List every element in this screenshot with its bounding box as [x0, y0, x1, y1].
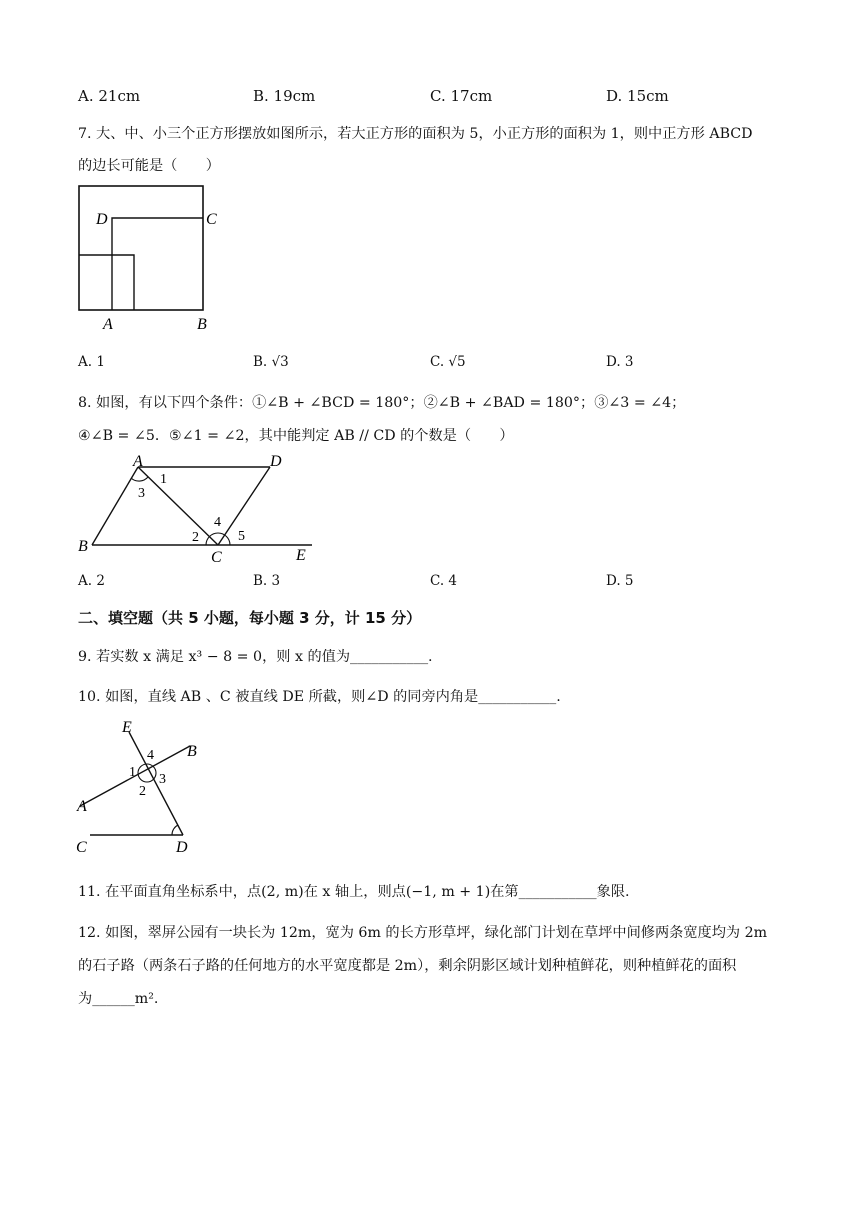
- q10-angle-3: 3: [159, 772, 166, 787]
- q10-label-d: D: [176, 839, 188, 856]
- q7-label-b: B: [197, 316, 207, 333]
- q8-label-a: A: [133, 453, 143, 470]
- q10-angle-2: 2: [139, 784, 146, 799]
- q6-option-a[interactable]: A. 21cm: [78, 87, 141, 105]
- q11-question: 11. 在平面直角坐标系中，点(2, m)在 x 轴上，则点(−1, m + 1)在第___________象限.: [78, 884, 630, 900]
- q6-option-c[interactable]: C. 17cm: [430, 87, 493, 105]
- q12-question-line2: 的石子路（两条石子路的任何地方的水平宽度都是 2m），剩余阴影区域计划种植鲜花，则种植鲜花的面积: [78, 958, 737, 974]
- q8-label-c: C: [211, 549, 222, 566]
- q10-angle-4: 4: [147, 748, 154, 763]
- q10-label-c: C: [76, 839, 87, 856]
- q7-option-a[interactable]: A. 1: [78, 354, 105, 370]
- q8-angle-4: 4: [214, 515, 221, 530]
- q7-option-b[interactable]: B. √3: [253, 354, 289, 370]
- q8-label-b: B: [78, 538, 88, 555]
- q8-question-line1: 8. 如图，有以下四个条件：①∠B + ∠BCD = 180°；②∠B + ∠BAD = 180°；③∠3 = ∠4；: [78, 395, 686, 411]
- q8-label-e: E: [296, 547, 306, 564]
- q10-label-e: E: [122, 719, 132, 736]
- q7-label-c: C: [206, 211, 217, 228]
- q6-option-d[interactable]: D. 15cm: [606, 87, 669, 105]
- q12-question-line1: 12. 如图，翠屏公园有一块长为 12m，宽为 6m 的长方形草坪，绿化部门计划在草坪中间修两条宽度均为 2m: [78, 925, 768, 941]
- q10-label-a: A: [77, 798, 87, 815]
- q8-angle-5: 5: [238, 529, 245, 544]
- q7-label-d: D: [96, 211, 108, 228]
- q8-option-c[interactable]: C. 4: [430, 573, 458, 589]
- q7-label-a: A: [103, 316, 113, 333]
- q8-option-a[interactable]: A. 2: [78, 573, 105, 589]
- q8-angle-3: 3: [138, 486, 145, 501]
- q7-option-c[interactable]: C. √5: [430, 354, 466, 370]
- section-heading-fill-in: 二、填空题（共 5 小题，每小题 3 分，计 15 分）: [78, 609, 422, 627]
- q8-question-line2: ④∠B = ∠5．⑤∠1 = ∠2，其中能判定 AB // CD 的个数是（ ）: [78, 428, 514, 444]
- q10-lines-figure: [72, 714, 222, 859]
- q8-angle-2: 2: [192, 530, 199, 545]
- q9-question: 9. 若实数 x 满足 x³ − 8 = 0，则 x 的值为___________.: [78, 649, 433, 665]
- q10-angle-1: 1: [129, 765, 136, 780]
- q8-option-b[interactable]: B. 3: [253, 573, 281, 589]
- q10-label-b: B: [187, 743, 197, 760]
- q7-question-line1: 7. 大、中、小三个正方形摆放如图所示，若大正方形的面积为 5，小正方形的面积为 1，则中正方形 ABCD: [78, 126, 753, 142]
- q6-option-b[interactable]: B. 19cm: [253, 87, 316, 105]
- q12-question-line3: 为______m².: [78, 991, 159, 1007]
- q7-squares-figure: [70, 180, 230, 335]
- q7-question-line2: 的边长可能是（ ）: [78, 158, 220, 174]
- q10-question: 10. 如图，直线 AB 、C 被直线 DE 所截，则∠D 的同旁内角是___________.: [78, 689, 561, 705]
- q8-angle-1: 1: [160, 472, 167, 487]
- q8-parallelogram-figure: [72, 450, 322, 568]
- q8-option-d[interactable]: D. 5: [606, 573, 634, 589]
- q7-option-d[interactable]: D. 3: [606, 354, 634, 370]
- q8-label-d: D: [270, 453, 282, 470]
